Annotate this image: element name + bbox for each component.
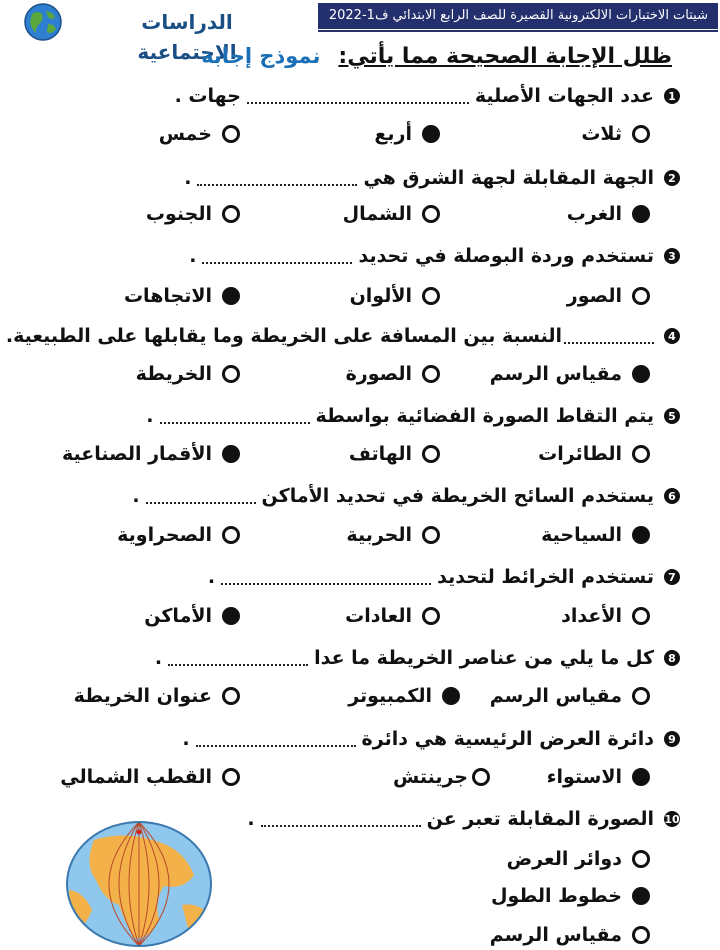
option-q6-b[interactable] xyxy=(346,520,440,550)
worksheet-banner: شيتات الاختبارات الالكترونية القصيرة للصف الرابع الابتدائي ف1-2022 xyxy=(318,3,718,29)
option-q7-c[interactable] xyxy=(144,601,240,631)
question-number: 10 xyxy=(664,812,680,826)
option-label: الصورة xyxy=(345,363,412,385)
question-text: دائرة العرض الرئيسية هي دائرة xyxy=(361,728,654,750)
radio-empty-icon[interactable] xyxy=(632,607,650,625)
radio-empty-icon[interactable] xyxy=(422,607,440,625)
question-text: يتم التقاط الصورة الفضائية بواسطة xyxy=(315,405,654,427)
option-q10-a[interactable] xyxy=(507,844,650,874)
model-answer-label: نموذج إجابة xyxy=(201,44,321,68)
option-q7-b[interactable] xyxy=(345,601,440,631)
option-label: السياحية xyxy=(541,524,622,546)
question-10 xyxy=(247,804,680,834)
radio-empty-icon[interactable] xyxy=(222,526,240,544)
radio-empty-icon[interactable] xyxy=(422,445,440,463)
option-q8-a[interactable] xyxy=(490,681,650,711)
radio-empty-icon[interactable] xyxy=(422,205,440,223)
answer-blank xyxy=(160,408,310,424)
question-suffix: . xyxy=(146,405,154,427)
option-label: الغرب xyxy=(566,203,622,225)
option-q5-a[interactable] xyxy=(538,439,650,469)
question-7 xyxy=(208,562,680,592)
radio-filled-icon[interactable] xyxy=(632,768,650,786)
option-q1-b[interactable] xyxy=(374,119,440,149)
radio-filled-icon[interactable] xyxy=(632,526,650,544)
option-q5-b[interactable] xyxy=(349,439,440,469)
radio-filled-icon[interactable] xyxy=(222,445,240,463)
option-q3-a[interactable] xyxy=(567,281,650,311)
option-q3-c[interactable] xyxy=(124,281,240,311)
option-label: العادات xyxy=(345,605,412,627)
radio-empty-icon[interactable] xyxy=(222,205,240,223)
option-label: مقياس الرسم xyxy=(489,685,622,707)
question-2 xyxy=(184,163,680,193)
question-suffix: . xyxy=(207,566,216,588)
option-label: الخريطة xyxy=(135,363,212,385)
question-text: تستخدم الخرائط لتحديد xyxy=(437,566,654,588)
question-number: 2 xyxy=(664,170,680,186)
question-suffix: النسبة بين المسافة على الخريطة وما يقابلها على الطبيعية. xyxy=(5,325,562,347)
option-label: الشمال xyxy=(342,203,412,225)
answer-blank xyxy=(202,248,352,264)
option-label: الاستواء xyxy=(546,766,622,788)
option-q2-a[interactable] xyxy=(567,199,650,229)
option-label: عنوان الخريطة xyxy=(73,685,212,707)
option-q5-c[interactable] xyxy=(62,439,240,469)
subject-title: الدراسات الاجتماعية xyxy=(137,10,237,64)
option-label: الكمبيوتر xyxy=(348,685,432,707)
option-q9-b[interactable] xyxy=(393,762,490,792)
radio-empty-icon[interactable] xyxy=(472,768,490,786)
option-label: الأقمار الصناعية xyxy=(61,443,212,465)
radio-empty-icon[interactable] xyxy=(632,926,650,944)
question-suffix: . xyxy=(247,808,255,830)
question-text: كل ما يلي من عناصر الخريطة ما عدا xyxy=(314,647,654,669)
option-label: الصحراوية xyxy=(117,524,212,546)
option-q9-a[interactable] xyxy=(547,762,650,792)
question-3 xyxy=(189,241,680,271)
option-q7-a[interactable] xyxy=(561,601,650,631)
option-q2-c[interactable] xyxy=(146,199,240,229)
question-suffix: . xyxy=(182,728,190,750)
answer-blank xyxy=(196,731,356,747)
question-text: عدد الجهات الأصلية xyxy=(474,85,654,107)
option-label: دوائر العرض xyxy=(506,848,622,870)
question-5 xyxy=(146,401,680,431)
option-label: مقياس الرسم xyxy=(489,924,622,946)
option-label: خطوط الطول xyxy=(490,885,622,907)
question-number: 5 xyxy=(664,408,680,424)
question-suffix: جهات . xyxy=(174,85,241,107)
option-label: الصور xyxy=(566,285,622,307)
instruction-text: ظلل الإجابة الصحيحة مما يأتي: xyxy=(338,43,672,69)
question-suffix: . xyxy=(184,167,192,189)
radio-filled-icon[interactable] xyxy=(422,125,440,143)
question-number: 8 xyxy=(664,650,680,666)
banner-underline xyxy=(318,30,718,32)
option-label: الأماكن xyxy=(144,605,212,627)
radio-empty-icon[interactable] xyxy=(422,526,440,544)
radio-empty-icon[interactable] xyxy=(632,445,650,463)
radio-filled-icon[interactable] xyxy=(222,607,240,625)
radio-empty-icon[interactable] xyxy=(422,287,440,305)
option-label: ثلاث xyxy=(581,123,622,145)
radio-empty-icon[interactable] xyxy=(222,125,240,143)
question-suffix: . xyxy=(189,245,197,267)
option-q6-c[interactable] xyxy=(117,520,240,550)
option-label: الأعداد xyxy=(561,605,622,627)
radio-filled-icon[interactable] xyxy=(222,287,240,305)
radio-empty-icon[interactable] xyxy=(632,687,650,705)
option-label: الجنوب xyxy=(145,203,212,225)
question-number: 3 xyxy=(664,248,680,264)
question-number: 4 xyxy=(664,328,680,344)
answer-blank xyxy=(221,569,431,585)
option-label: الألوان xyxy=(349,285,412,307)
option-label: القطب الشمالي xyxy=(60,766,212,788)
question-number: 9 xyxy=(664,731,680,747)
option-q10-b[interactable] xyxy=(491,881,650,911)
option-label: الطائرات xyxy=(538,443,622,465)
question-suffix: . xyxy=(154,647,163,669)
question-text: الصورة المقابلة تعبر عن xyxy=(426,808,654,830)
globe-longitude-picture xyxy=(64,820,214,948)
question-text: الجهة المقابلة لجهة الشرق هي xyxy=(363,167,654,189)
question-number: 1 xyxy=(664,88,680,104)
radio-empty-icon[interactable] xyxy=(422,365,440,383)
question-1 xyxy=(175,81,680,111)
radio-empty-icon[interactable] xyxy=(632,125,650,143)
globe-icon xyxy=(22,2,64,42)
option-label: أربع xyxy=(374,123,412,145)
question-text: يستخدم السائح الخريطة في تحديد الأماكن xyxy=(261,485,654,507)
option-q6-a[interactable] xyxy=(541,520,650,550)
option-q2-b[interactable] xyxy=(343,199,440,229)
option-label: الهاتف xyxy=(348,443,412,465)
radio-empty-icon[interactable] xyxy=(222,768,240,786)
question-number: 7 xyxy=(664,569,680,585)
radio-empty-icon[interactable] xyxy=(632,850,650,868)
question-8 xyxy=(155,643,680,673)
question-6 xyxy=(132,481,680,511)
option-q10-c[interactable] xyxy=(490,920,650,950)
radio-empty-icon[interactable] xyxy=(222,365,240,383)
radio-filled-icon[interactable] xyxy=(632,365,650,383)
option-q8-c[interactable] xyxy=(74,681,240,711)
radio-filled-icon[interactable] xyxy=(442,687,460,705)
option-q3-b[interactable] xyxy=(350,281,440,311)
option-q8-b[interactable] xyxy=(348,681,460,711)
answer-blank xyxy=(168,650,308,666)
option-q1-c[interactable] xyxy=(159,119,240,149)
option-label: مقياس الرسم xyxy=(489,363,622,385)
option-q4-c[interactable] xyxy=(136,359,240,389)
question-text: تستخدم وردة البوصلة في تحديد xyxy=(358,245,654,267)
question-number: 6 xyxy=(664,488,680,504)
radio-filled-icon[interactable] xyxy=(632,205,650,223)
instruction-row xyxy=(201,40,672,72)
question-9 xyxy=(182,724,680,754)
answer-blank xyxy=(197,170,357,186)
option-label: جرينتش xyxy=(392,766,468,788)
option-label: خمس xyxy=(158,123,212,145)
radio-empty-icon[interactable] xyxy=(632,287,650,305)
option-q4-a[interactable] xyxy=(490,359,650,389)
option-q9-c[interactable] xyxy=(60,762,240,792)
option-label: الحربية xyxy=(346,524,412,546)
answer-blank xyxy=(146,488,256,504)
answer-blank xyxy=(261,811,421,827)
answer-blank xyxy=(564,328,654,344)
radio-filled-icon[interactable] xyxy=(632,887,650,905)
answer-blank xyxy=(247,88,469,104)
option-q1-a[interactable] xyxy=(581,119,650,149)
radio-empty-icon[interactable] xyxy=(222,687,240,705)
question-suffix: . xyxy=(132,485,140,507)
question-4 xyxy=(6,321,680,351)
option-q4-b[interactable] xyxy=(346,359,440,389)
option-label: الاتجاهات xyxy=(123,285,212,307)
